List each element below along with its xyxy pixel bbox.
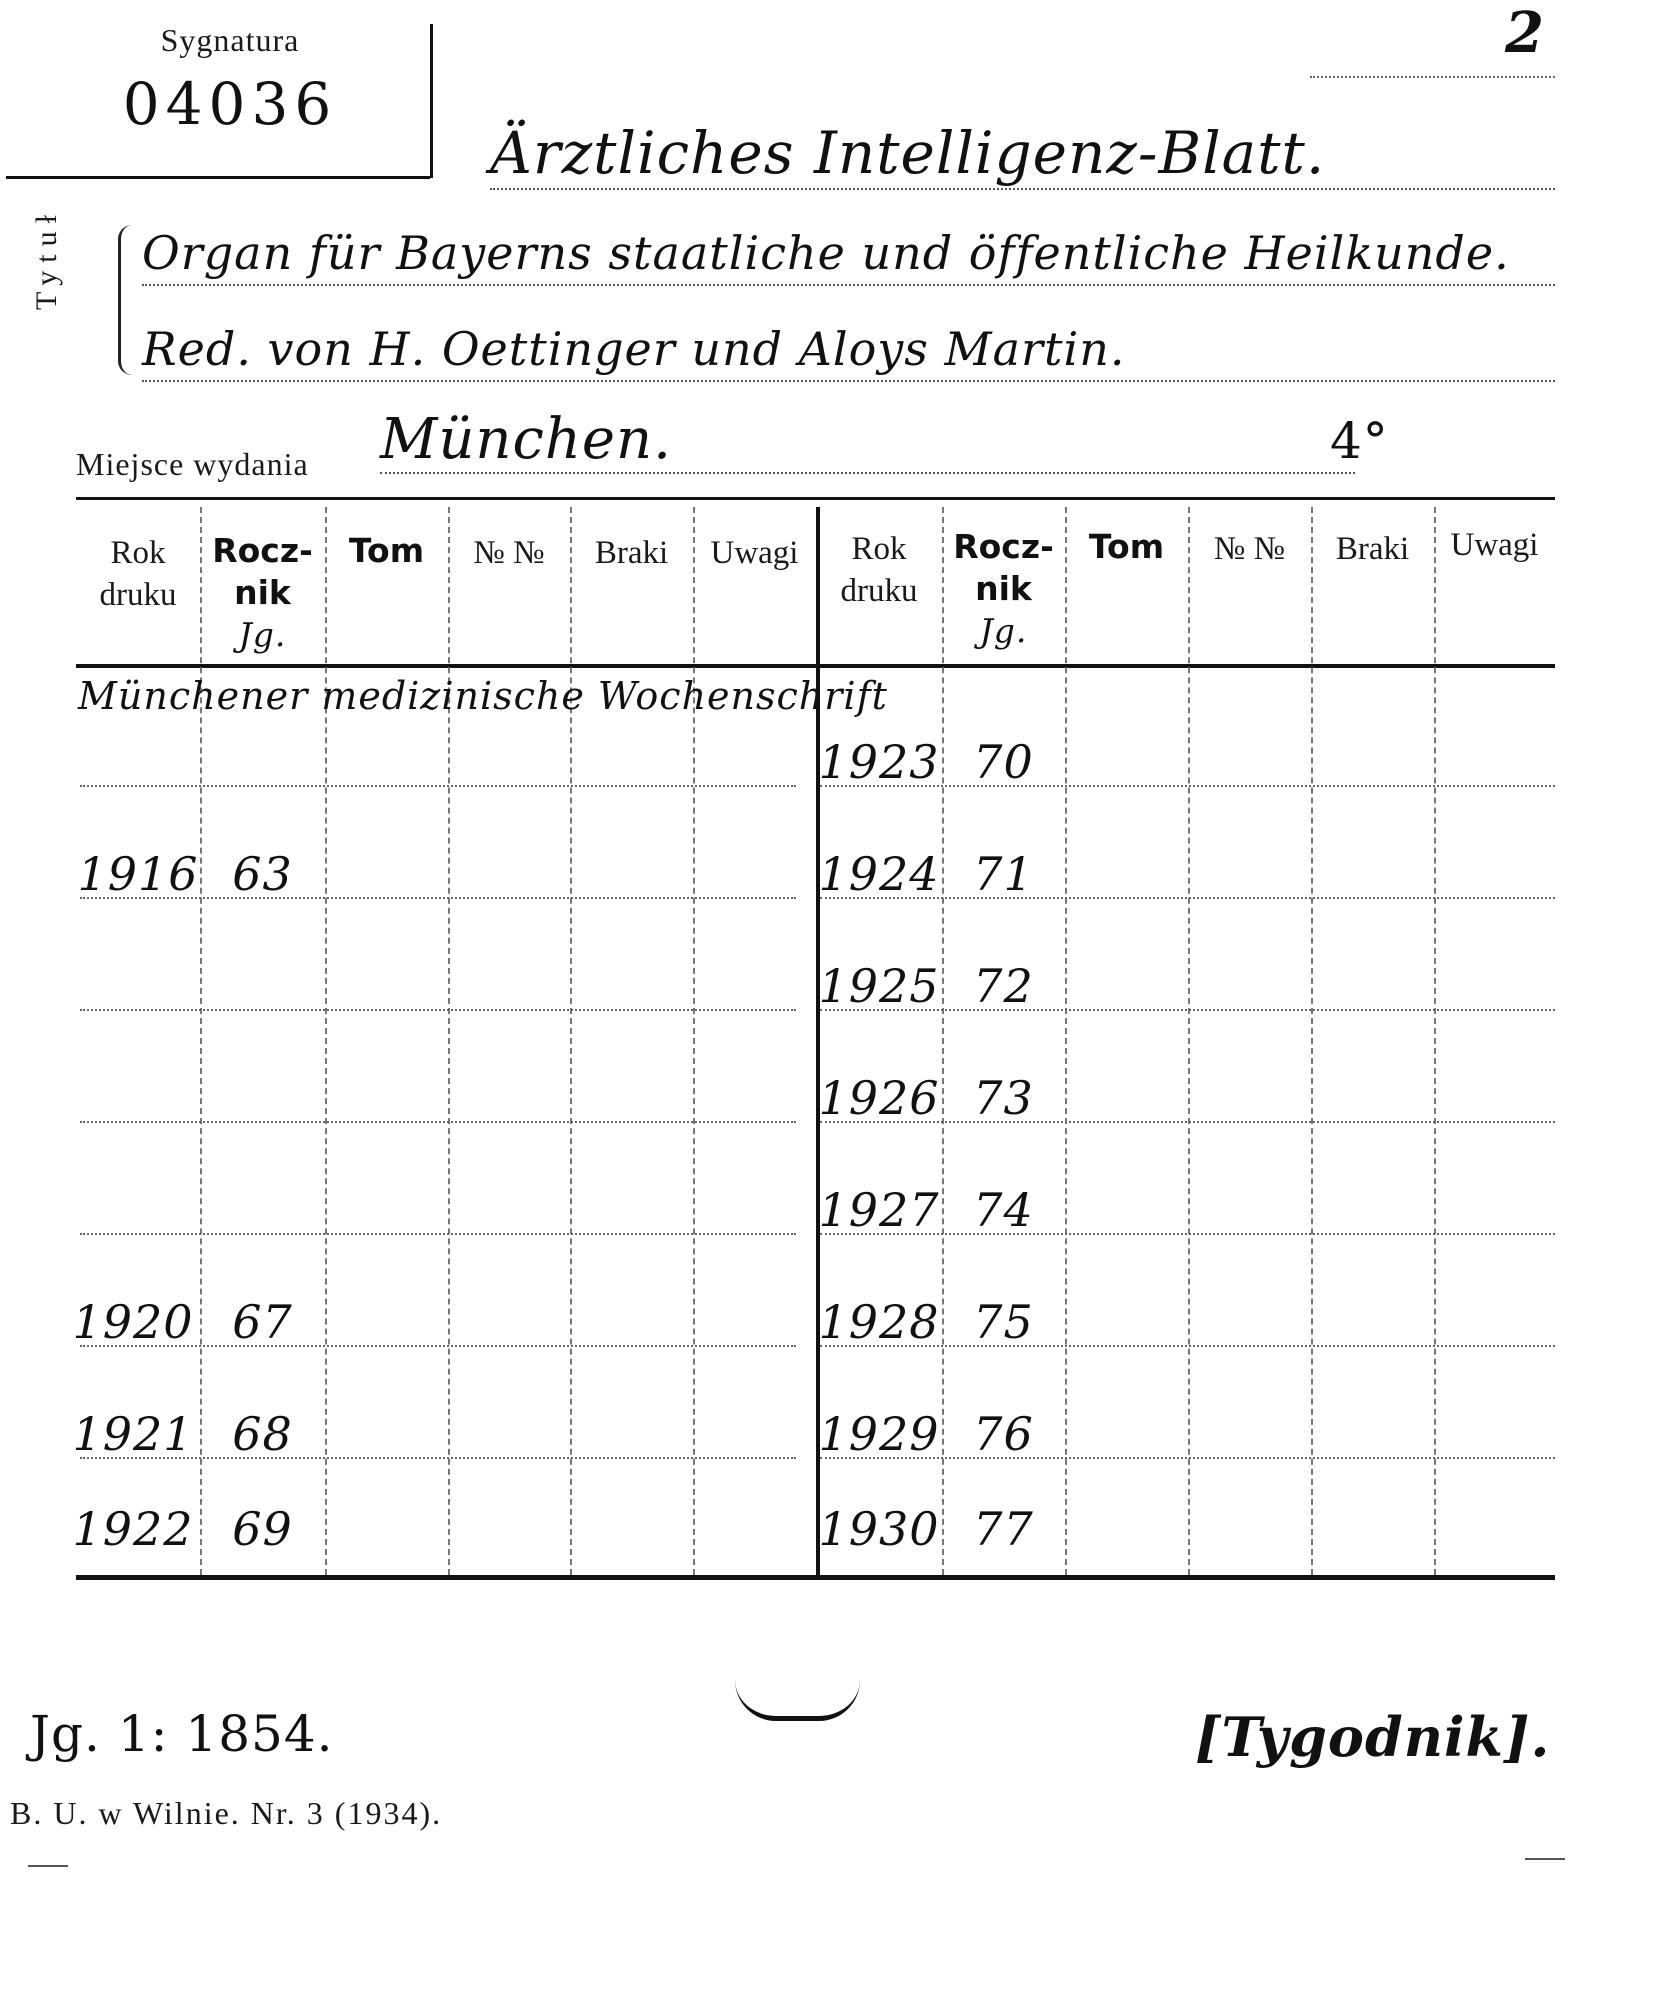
left-year: 1920	[72, 1295, 194, 1349]
right-vol: 72	[973, 959, 1034, 1013]
left-year: 1922	[72, 1502, 194, 1556]
left-vol: 69	[232, 1502, 293, 1556]
right-year: 1926	[818, 1071, 940, 1125]
frequency-note: [Tygodnik].	[1195, 1705, 1551, 1769]
signature-box-bottom-rule	[6, 176, 430, 179]
subtitle-line-1: Organ für Bayerns staatliche und öffentliche Heilkunde.	[142, 222, 1555, 286]
title-side-label: Tytuł	[30, 207, 63, 310]
col-sep	[693, 507, 695, 1575]
header-rocznik: Rocz- nik Jg.	[212, 531, 313, 654]
right-year: 1925	[818, 959, 940, 1013]
row-guide-line	[80, 1009, 796, 1011]
right-vol: 73	[973, 1071, 1034, 1125]
col-sep	[1434, 507, 1436, 1575]
row-guide-line	[80, 785, 796, 787]
place-value: München.	[380, 408, 1355, 474]
header-uwagi: Uwagi	[1450, 527, 1539, 563]
header-braki: Braki	[1335, 531, 1410, 567]
col-sep	[448, 507, 450, 1575]
right-year: 1924	[818, 847, 940, 901]
signature-value: 04036	[122, 70, 338, 138]
col-sep	[1311, 507, 1313, 1575]
top-right-dotted-line	[1310, 76, 1555, 78]
row-guide-line	[80, 1121, 796, 1123]
right-vol: 70	[973, 735, 1034, 789]
right-vol: 71	[973, 847, 1034, 901]
signature-box-right-rule	[430, 24, 433, 178]
header-numery: № №	[1213, 531, 1286, 567]
row-guide-line	[80, 1233, 796, 1235]
header-rok-druku: Rok druku	[840, 531, 918, 609]
right-year: 1923	[818, 735, 940, 789]
left-vol: 63	[232, 847, 293, 901]
header-numery: № №	[473, 535, 545, 571]
col-sep	[1188, 507, 1190, 1575]
right-vol: 76	[973, 1407, 1034, 1461]
footer-dash-left	[28, 1865, 68, 1867]
left-year: 1921	[72, 1407, 194, 1461]
table-top-rule	[76, 497, 1555, 500]
left-vol: 68	[232, 1407, 293, 1461]
right-vol: 77	[973, 1502, 1034, 1556]
subtitle-line-2: Red. von H. Oettinger und Aloys Martin.	[142, 318, 1555, 382]
table-bottom-rule	[76, 1575, 1555, 1580]
col-sep	[1065, 507, 1067, 1575]
col-sep	[570, 507, 572, 1575]
header-tom: Tom	[1088, 527, 1165, 566]
footer-dash-right	[1525, 1858, 1565, 1860]
left-year: 1916	[77, 847, 199, 901]
header-rocznik: Rocz- nik Jg.	[953, 527, 1054, 650]
corner-mark: 2	[1505, 0, 1545, 66]
brace-bracket	[118, 225, 135, 375]
library-line: B. U. w Wilnie. Nr. 3 (1934).	[10, 1795, 443, 1831]
header-braki: Braki	[594, 535, 669, 571]
col-sep	[325, 507, 327, 1575]
right-year: 1930	[818, 1502, 940, 1556]
right-year: 1927	[818, 1183, 940, 1237]
place-label: Miejsce wydania	[76, 446, 309, 482]
right-vol: 74	[973, 1183, 1034, 1237]
format-value: 4°	[1330, 412, 1389, 470]
header-tom: Tom	[348, 531, 425, 570]
left-vol: 67	[232, 1295, 293, 1349]
first-issue-note: Jg. 1: 1854.	[30, 1705, 334, 1763]
right-year: 1929	[818, 1407, 940, 1461]
document-title: Ärztliches Intelligenz-Blatt.	[490, 118, 1555, 190]
curve-mark	[735, 1680, 860, 1721]
right-year: 1928	[818, 1295, 940, 1349]
signature-label: Sygnatura	[160, 22, 300, 58]
right-vol: 75	[973, 1295, 1034, 1349]
header-rok-druku: Rok druku	[99, 535, 177, 613]
header-uwagi: Uwagi	[710, 535, 799, 571]
journal-note: Münchener medizinische Wochenschrift	[78, 674, 888, 718]
